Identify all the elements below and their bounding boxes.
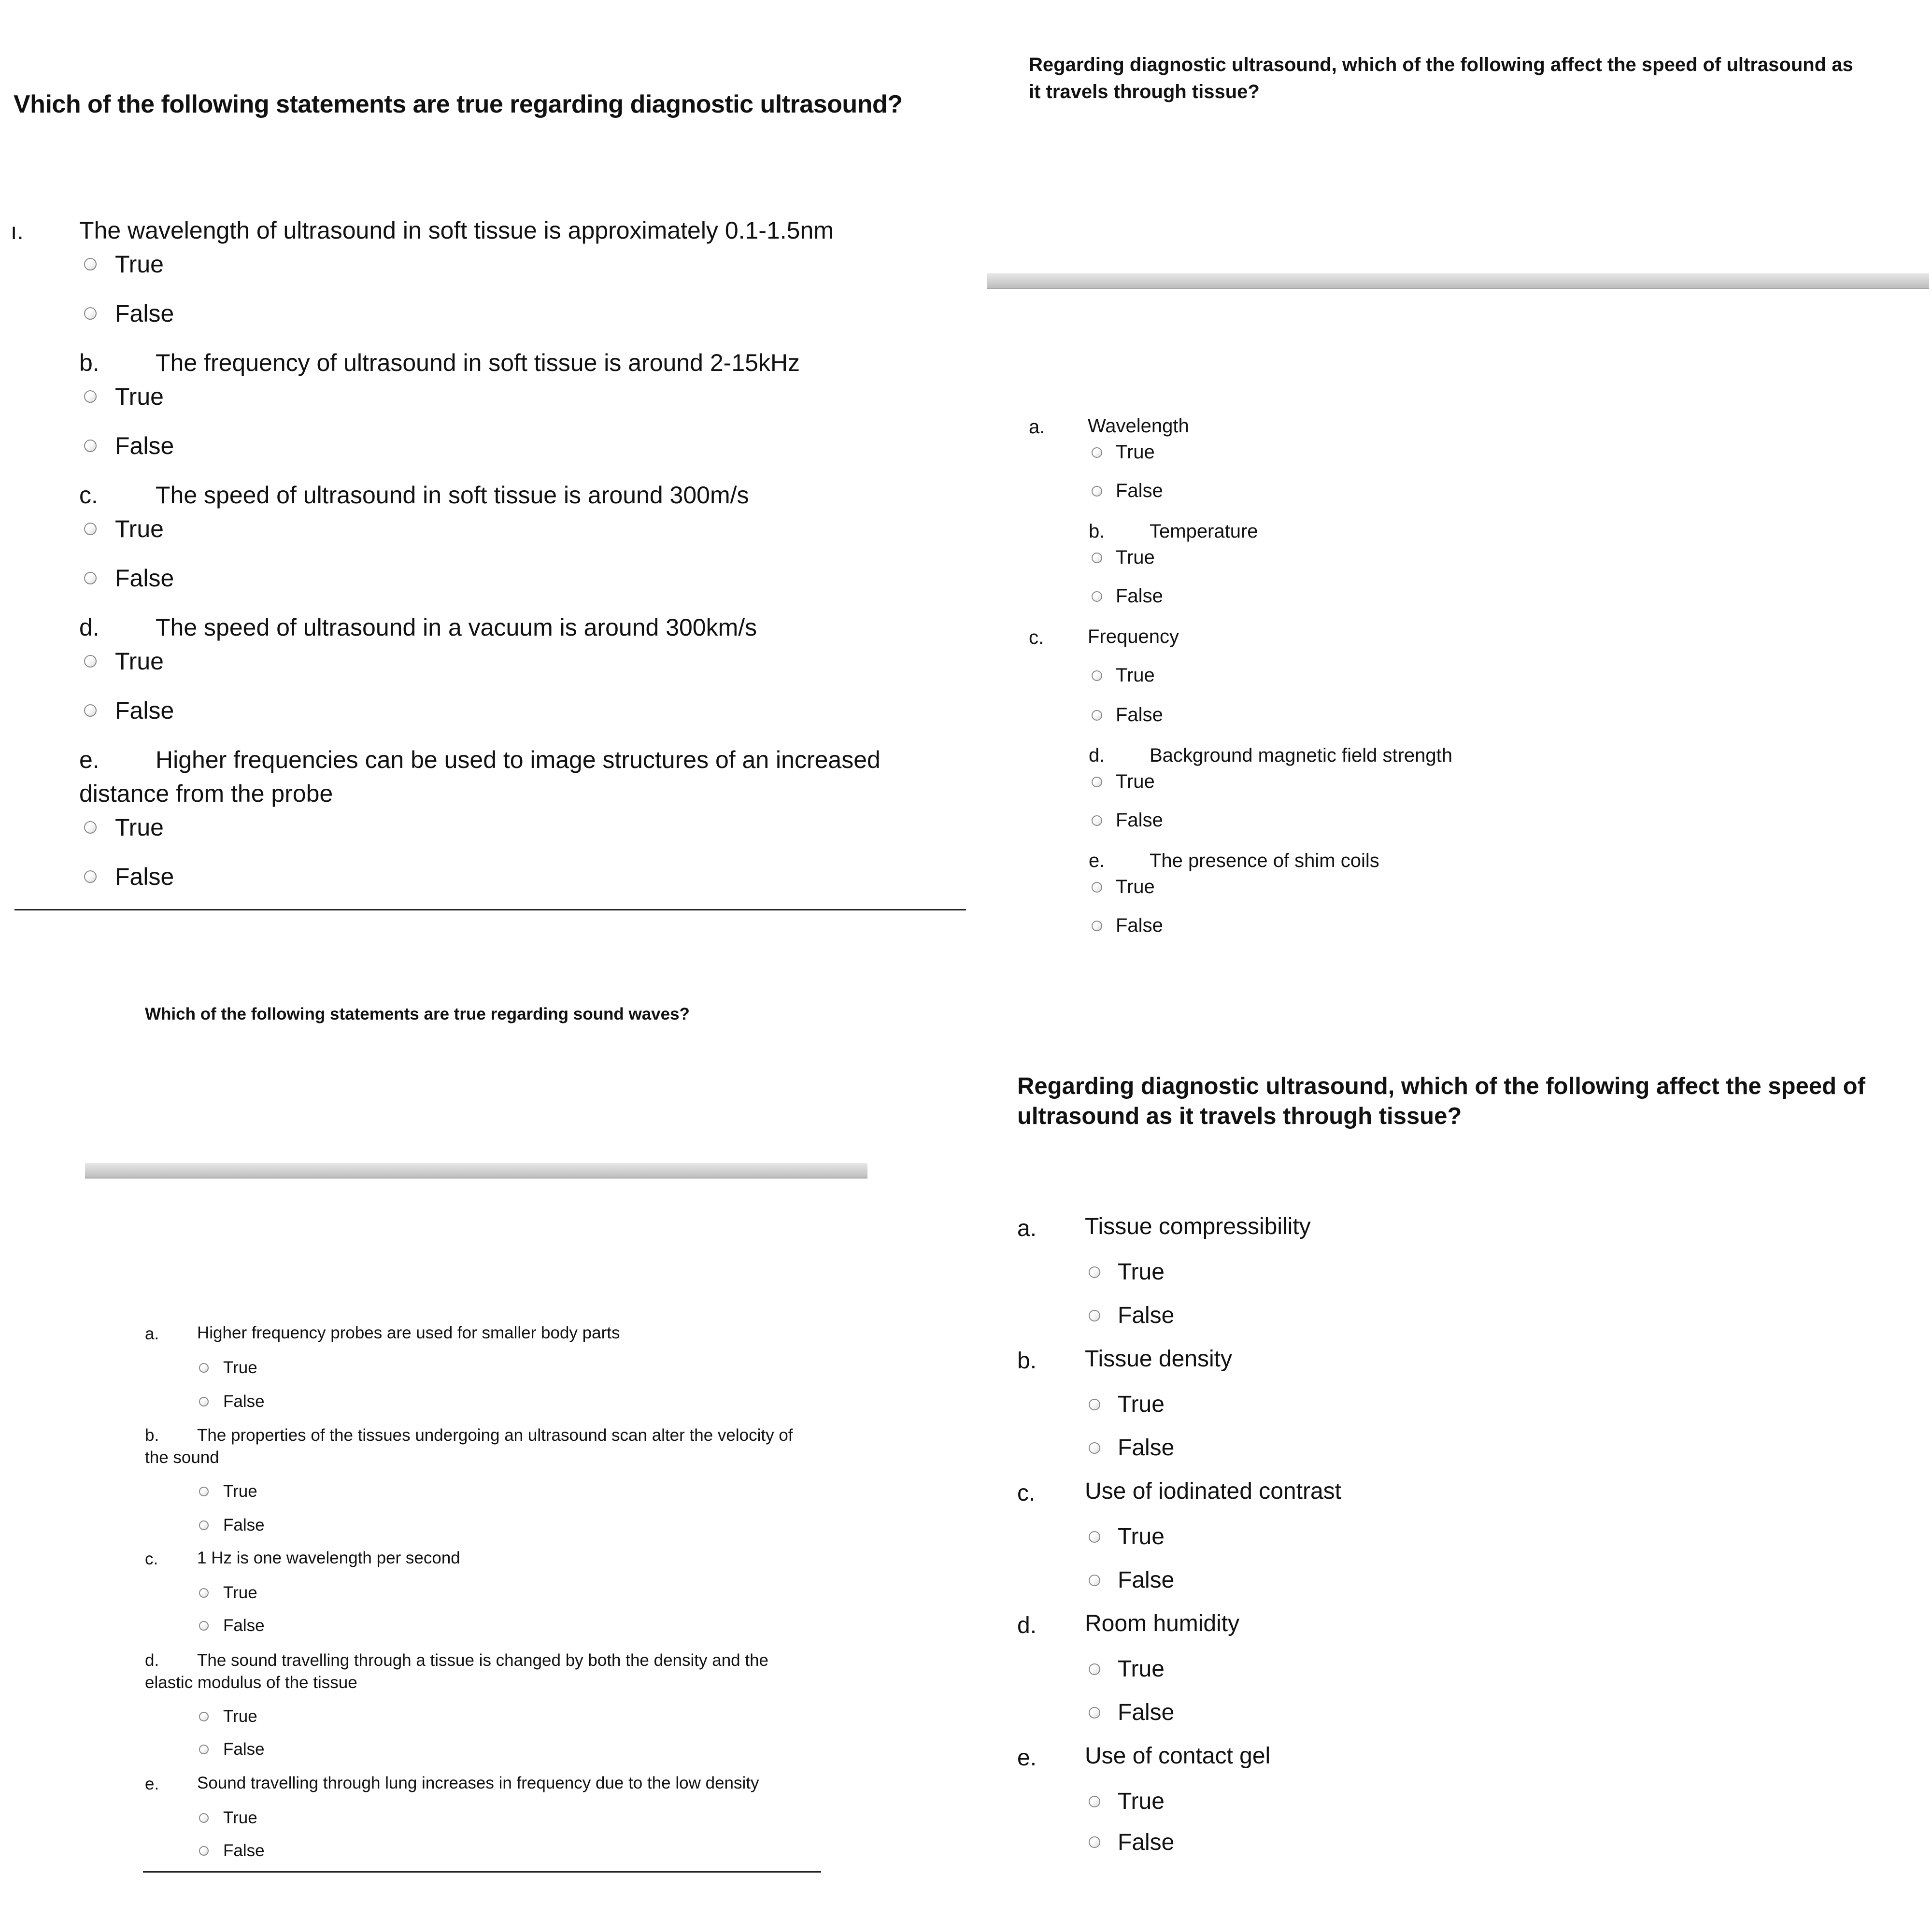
radio-button[interactable] bbox=[84, 704, 97, 717]
statement-text: Room humidity bbox=[1085, 1611, 1240, 1636]
radio-button[interactable] bbox=[199, 1745, 209, 1754]
item-letter: b. bbox=[1089, 521, 1105, 542]
option-label: False bbox=[223, 1392, 265, 1411]
item-letter: d. bbox=[79, 614, 99, 641]
statement-text: The sound travelling through a tissue is changed by both the density and the bbox=[197, 1651, 769, 1670]
option-label: False bbox=[1116, 585, 1163, 607]
radio-button[interactable] bbox=[199, 1846, 209, 1856]
radio-button[interactable] bbox=[84, 307, 97, 320]
item-letter: e. bbox=[79, 746, 99, 773]
statement-text: Use of contact gel bbox=[1085, 1743, 1271, 1769]
option-label: True bbox=[1118, 1656, 1165, 1682]
option-label: False bbox=[115, 565, 174, 592]
radio-button[interactable] bbox=[1092, 591, 1102, 602]
option-label: False bbox=[115, 697, 174, 724]
option-label: False bbox=[1118, 1435, 1175, 1461]
option-false[interactable] bbox=[84, 696, 174, 724]
option-label: False bbox=[223, 1516, 265, 1534]
item-letter: a. bbox=[145, 1324, 159, 1343]
option-true[interactable] bbox=[1089, 1523, 1165, 1550]
statement-text: The speed of ultrasound in a vacuum is around 300km/s bbox=[156, 614, 757, 641]
item-letter: a. bbox=[1017, 1216, 1037, 1241]
option-label: False bbox=[223, 1841, 265, 1860]
option-label: False bbox=[115, 300, 174, 327]
radio-button[interactable] bbox=[199, 1712, 209, 1721]
option-true[interactable] bbox=[1089, 1656, 1165, 1682]
item-letter: c. bbox=[79, 482, 98, 509]
option-false[interactable] bbox=[199, 1516, 265, 1535]
radio-button[interactable] bbox=[1092, 670, 1102, 681]
option-label: True bbox=[1116, 771, 1155, 792]
option-false[interactable] bbox=[1089, 1435, 1174, 1461]
statement-text: Temperature bbox=[1150, 521, 1258, 542]
option-label: True bbox=[1116, 665, 1155, 686]
item-letter: ı. bbox=[11, 219, 24, 244]
radio-button[interactable] bbox=[84, 390, 97, 403]
option-label: True bbox=[1116, 876, 1155, 897]
option-label: False bbox=[1116, 480, 1163, 501]
statement-text-continued: distance from the probe bbox=[79, 780, 333, 807]
radio-button[interactable] bbox=[1089, 1399, 1100, 1410]
statement-text: Higher frequencies can be used to image structures of an increased bbox=[156, 746, 881, 773]
radio-button[interactable] bbox=[1089, 1531, 1100, 1543]
radio-button[interactable] bbox=[1089, 1836, 1100, 1848]
item-letter: e. bbox=[1089, 850, 1105, 871]
statement-text: Tissue compressibility bbox=[1085, 1214, 1311, 1239]
radio-button[interactable] bbox=[1089, 1796, 1100, 1807]
option-label: True bbox=[223, 1808, 257, 1827]
radio-button[interactable] bbox=[199, 1487, 209, 1496]
option-false[interactable] bbox=[199, 1392, 265, 1411]
option-true[interactable] bbox=[1092, 876, 1155, 898]
option-label: True bbox=[223, 1482, 257, 1501]
statement-text: 1 Hz is one wavelength per second bbox=[197, 1548, 460, 1567]
radio-button[interactable] bbox=[84, 870, 97, 883]
option-label: True bbox=[1118, 1392, 1165, 1417]
radio-button[interactable] bbox=[84, 572, 97, 584]
option-false[interactable] bbox=[199, 1740, 265, 1759]
item-letter: e. bbox=[1017, 1745, 1037, 1771]
option-false[interactable] bbox=[1089, 1302, 1174, 1329]
item-letter: d. bbox=[1017, 1613, 1037, 1638]
radio-button[interactable] bbox=[1089, 1707, 1100, 1719]
option-label: True bbox=[223, 1583, 257, 1602]
question-3-title: Which of the following statements are true regarding sound waves? bbox=[145, 1005, 690, 1023]
option-label: False bbox=[1116, 704, 1163, 725]
option-false[interactable] bbox=[199, 1841, 265, 1861]
option-true[interactable] bbox=[199, 1358, 257, 1378]
option-true[interactable] bbox=[199, 1707, 257, 1726]
radio-button[interactable] bbox=[199, 1813, 209, 1823]
statement-text-continued: the sound bbox=[145, 1448, 219, 1467]
option-true[interactable] bbox=[84, 383, 164, 411]
statement-text: Tissue density bbox=[1085, 1346, 1233, 1372]
option-label: False bbox=[115, 432, 174, 459]
option-label: True bbox=[1118, 1524, 1165, 1549]
statement-text: Higher frequency probes are used for smaller body parts bbox=[197, 1323, 620, 1342]
item-letter: b. bbox=[79, 349, 99, 376]
option-false[interactable] bbox=[84, 432, 174, 460]
option-false[interactable] bbox=[1092, 915, 1163, 937]
option-label: True bbox=[223, 1707, 257, 1726]
option-label: True bbox=[115, 648, 164, 675]
option-true[interactable] bbox=[199, 1808, 257, 1828]
option-label: False bbox=[223, 1616, 265, 1635]
radio-button[interactable] bbox=[1092, 553, 1102, 563]
option-true[interactable] bbox=[1089, 1788, 1165, 1815]
statement-text: Frequency bbox=[1088, 626, 1179, 647]
option-label: False bbox=[1116, 810, 1163, 831]
radio-button[interactable] bbox=[1092, 882, 1102, 893]
separator-bar bbox=[987, 273, 1929, 289]
option-false[interactable] bbox=[1089, 1832, 1174, 1853]
statement-text-continued: elastic modulus of the tissue bbox=[145, 1673, 357, 1692]
option-label: False bbox=[1118, 1700, 1175, 1725]
separator-bar bbox=[85, 1163, 867, 1179]
radio-button[interactable] bbox=[1092, 921, 1102, 931]
option-true[interactable] bbox=[1092, 665, 1155, 686]
radio-button[interactable] bbox=[1092, 710, 1102, 721]
item-letter: e. bbox=[145, 1775, 159, 1793]
option-true[interactable] bbox=[84, 647, 164, 675]
radio-button[interactable] bbox=[84, 821, 97, 834]
option-true[interactable] bbox=[84, 515, 164, 543]
option-label: False bbox=[115, 863, 174, 890]
option-true[interactable] bbox=[1092, 441, 1155, 463]
option-false[interactable] bbox=[199, 1616, 265, 1635]
radio-button[interactable] bbox=[1089, 1663, 1100, 1675]
radio-button[interactable] bbox=[199, 1588, 209, 1598]
option-label: False bbox=[1116, 915, 1163, 936]
item-letter: c. bbox=[1017, 1480, 1036, 1506]
radio-button[interactable] bbox=[1092, 815, 1102, 826]
option-false[interactable] bbox=[1089, 1699, 1174, 1726]
option-label: True bbox=[1116, 441, 1155, 463]
statement-text: The presence of shim coils bbox=[1150, 850, 1379, 871]
option-true[interactable] bbox=[1092, 771, 1155, 793]
radio-button[interactable] bbox=[1092, 486, 1102, 497]
option-true[interactable] bbox=[1089, 1391, 1165, 1418]
radio-button[interactable] bbox=[199, 1397, 209, 1406]
item-letter: b. bbox=[1017, 1348, 1037, 1374]
statement-text: The speed of ultrasound in soft tissue is around 300m/s bbox=[156, 482, 749, 509]
option-true[interactable] bbox=[84, 250, 164, 278]
divider bbox=[143, 1871, 821, 1873]
option-label: True bbox=[115, 814, 164, 841]
option-label: False bbox=[1118, 1567, 1175, 1593]
option-false[interactable] bbox=[1092, 480, 1163, 502]
statement-text: Background magnetic field strength bbox=[1150, 745, 1453, 766]
option-label: False bbox=[1118, 1303, 1175, 1328]
statement-text: The frequency of ultrasound in soft tissue is around 2-15kHz bbox=[156, 349, 800, 376]
option-label: True bbox=[115, 515, 164, 542]
statement-text: The properties of the tissues undergoing an ultrasound scan alter the velocity of bbox=[197, 1426, 793, 1445]
option-label: True bbox=[115, 383, 164, 410]
radio-button[interactable] bbox=[1089, 1442, 1100, 1454]
statement-text: Sound travelling through lung increases in frequency due to the low density bbox=[197, 1774, 759, 1792]
item-letter: d. bbox=[145, 1651, 159, 1670]
radio-button[interactable] bbox=[84, 258, 97, 270]
option-label: True bbox=[1118, 1789, 1165, 1814]
radio-button[interactable] bbox=[84, 440, 97, 452]
option-false[interactable] bbox=[1089, 1567, 1174, 1593]
option-label: True bbox=[1116, 547, 1155, 568]
item-letter: a. bbox=[1029, 416, 1045, 438]
statement-text: Use of iodinated contrast bbox=[1085, 1478, 1341, 1504]
statement-text: The wavelength of ultrasound in soft tissue is approximately 0.1-1.5nm bbox=[79, 217, 834, 244]
option-label: True bbox=[1118, 1259, 1165, 1285]
radio-button[interactable] bbox=[1089, 1266, 1100, 1278]
option-label: True bbox=[115, 251, 164, 278]
divider bbox=[14, 909, 966, 910]
question-4-title: Regarding diagnostic ultrasound, which of the following affect the speed of ultrasound as it travels through tissue? bbox=[1017, 1073, 1865, 1129]
item-letter: c. bbox=[145, 1549, 158, 1568]
radio-button[interactable] bbox=[1092, 447, 1102, 458]
option-false[interactable] bbox=[84, 863, 174, 891]
radio-button[interactable] bbox=[1089, 1310, 1100, 1321]
radio-button[interactable] bbox=[1089, 1575, 1100, 1586]
option-false[interactable] bbox=[1092, 810, 1163, 831]
option-true[interactable] bbox=[1092, 547, 1155, 568]
option-false[interactable] bbox=[84, 564, 174, 592]
question-1-title: Vhich of the following statements are true regarding diagnostic ultrasound? bbox=[14, 90, 903, 118]
option-true[interactable] bbox=[1089, 1259, 1165, 1285]
option-label: False bbox=[1118, 1832, 1175, 1853]
radio-button[interactable] bbox=[84, 655, 97, 668]
radio-button[interactable] bbox=[199, 1363, 209, 1373]
option-label: False bbox=[223, 1740, 265, 1759]
question-2-title: Regarding diagnostic ultrasound, which of the following affect the speed of ultrasound as it travels through tissue? bbox=[1029, 54, 1853, 102]
radio-button[interactable] bbox=[199, 1621, 209, 1631]
statement-text: Wavelength bbox=[1088, 415, 1189, 437]
option-false[interactable] bbox=[84, 299, 174, 327]
radio-button[interactable] bbox=[199, 1520, 209, 1530]
item-letter: d. bbox=[1089, 745, 1105, 766]
option-true[interactable] bbox=[199, 1583, 257, 1603]
option-false[interactable] bbox=[1092, 704, 1163, 726]
option-true[interactable] bbox=[84, 813, 164, 841]
radio-button[interactable] bbox=[1092, 777, 1102, 787]
radio-button[interactable] bbox=[84, 523, 97, 535]
option-true[interactable] bbox=[199, 1482, 257, 1501]
option-label: True bbox=[223, 1358, 257, 1377]
item-letter: c. bbox=[1029, 627, 1044, 648]
option-false[interactable] bbox=[1092, 585, 1163, 607]
item-letter: b. bbox=[145, 1426, 159, 1445]
